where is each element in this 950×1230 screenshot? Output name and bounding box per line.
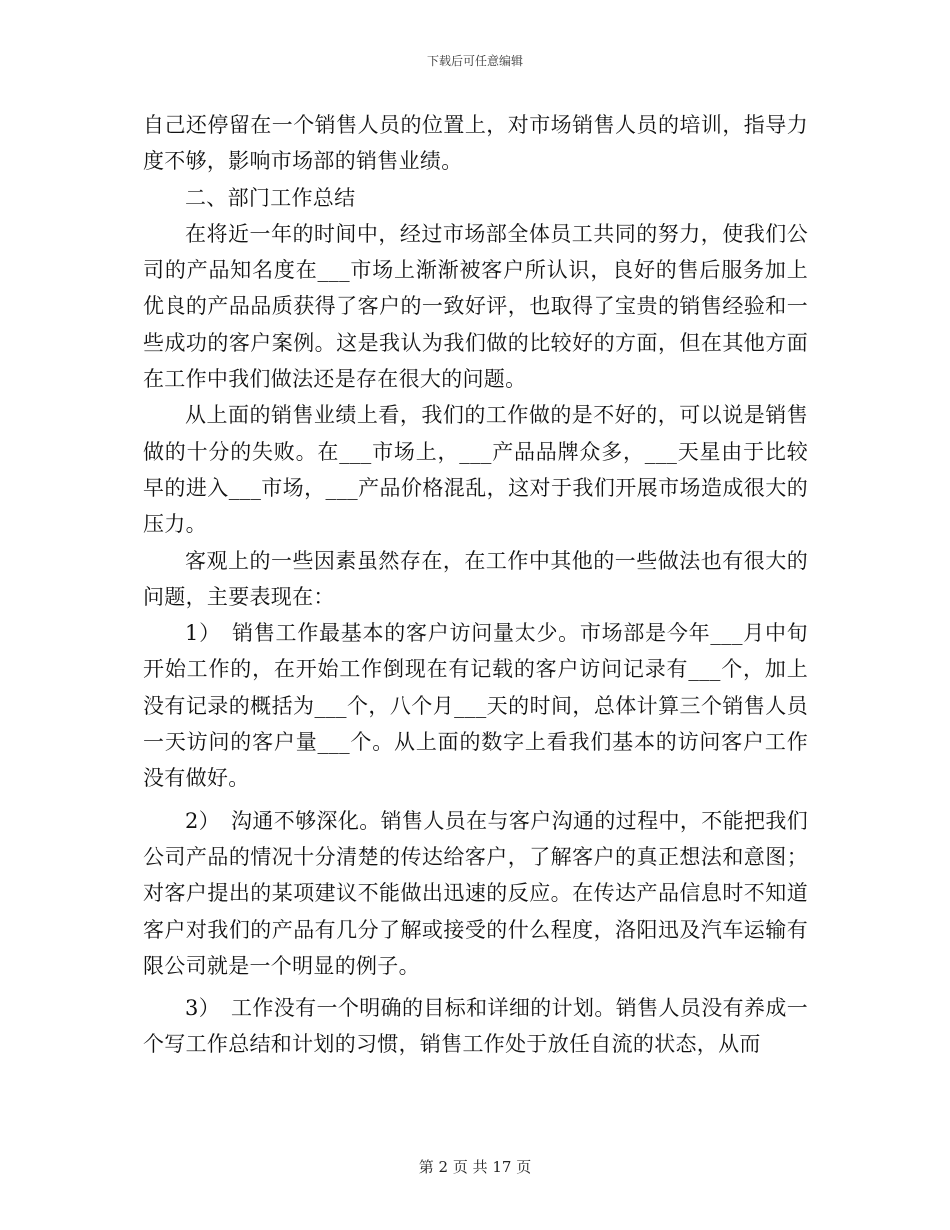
section-heading: 二、部门工作总结 — [185, 185, 356, 210]
list-item-1: 1） 销售工作最基本的客户访问量太少。市场部是今年___月中旬开始工作的，在开始工作倒现在有记载的客户访问记录有___个，加上没有记录的概括为___个，八个月___天的时间，总体计算三个销售人员一天访问的客户量___个。从上面的数字上看我们基本的访问客户工作没有做好。 — [143, 621, 808, 791]
list-item-2: 2） 沟通不够深化。销售人员在与客户沟通的过程中，不能把我们公司产品的情况十分清楚的传达给客户，了解客户的真正想法和意图；对客户提出的某项建议不能做出迅速的反应。在传达产品信息时不知道客户对我们的产品有几分了解或接受的什么程度，洛阳迅及汽车运输有限公司就是一个明显的例子。 — [143, 808, 808, 978]
page-header: 下载后可任意编辑 — [426, 54, 523, 68]
paragraph: 从上面的销售业绩上看，我们的工作做的是不好的，可以说是销售做的十分的失败。在___市场上，___产品品牌众多，___天星由于比较早的进入___市场，___产品价格混乱，这对于我们开展市场造成很大的压力。 — [143, 403, 808, 537]
document-body — [143, 107, 808, 1063]
page-footer: 第 2 页 共 17 页 — [418, 1158, 532, 1176]
paragraph: 客观上的一些因素虽然存在，在工作中其他的一些做法也有很大的问题，主要表现在： — [143, 548, 808, 609]
list-item-3: 3） 工作没有一个明确的目标和详细的计划。销售人员没有养成一个写工作总结和计划的习惯，销售工作处于放任自流的状态，从而 — [143, 996, 808, 1057]
paragraph-continuation: 自己还停留在一个销售人员的位置上，对市场销售人员的培训，指导力度不够，影响市场部的销售业绩。 — [143, 113, 808, 174]
paragraph: 在将近一年的时间中，经过市场部全体员工共同的努力，使我们公司的产品知名度在___市场上渐渐被客户所认识，良好的售后服务加上优良的产品品质获得了客户的一致好评，也取得了宝贵的销售经验和一些成功的客户案例。这是我认为我们做的比较好的方面，但在其他方面在工作中我们做法还是存在很大的问题。 — [143, 221, 808, 392]
